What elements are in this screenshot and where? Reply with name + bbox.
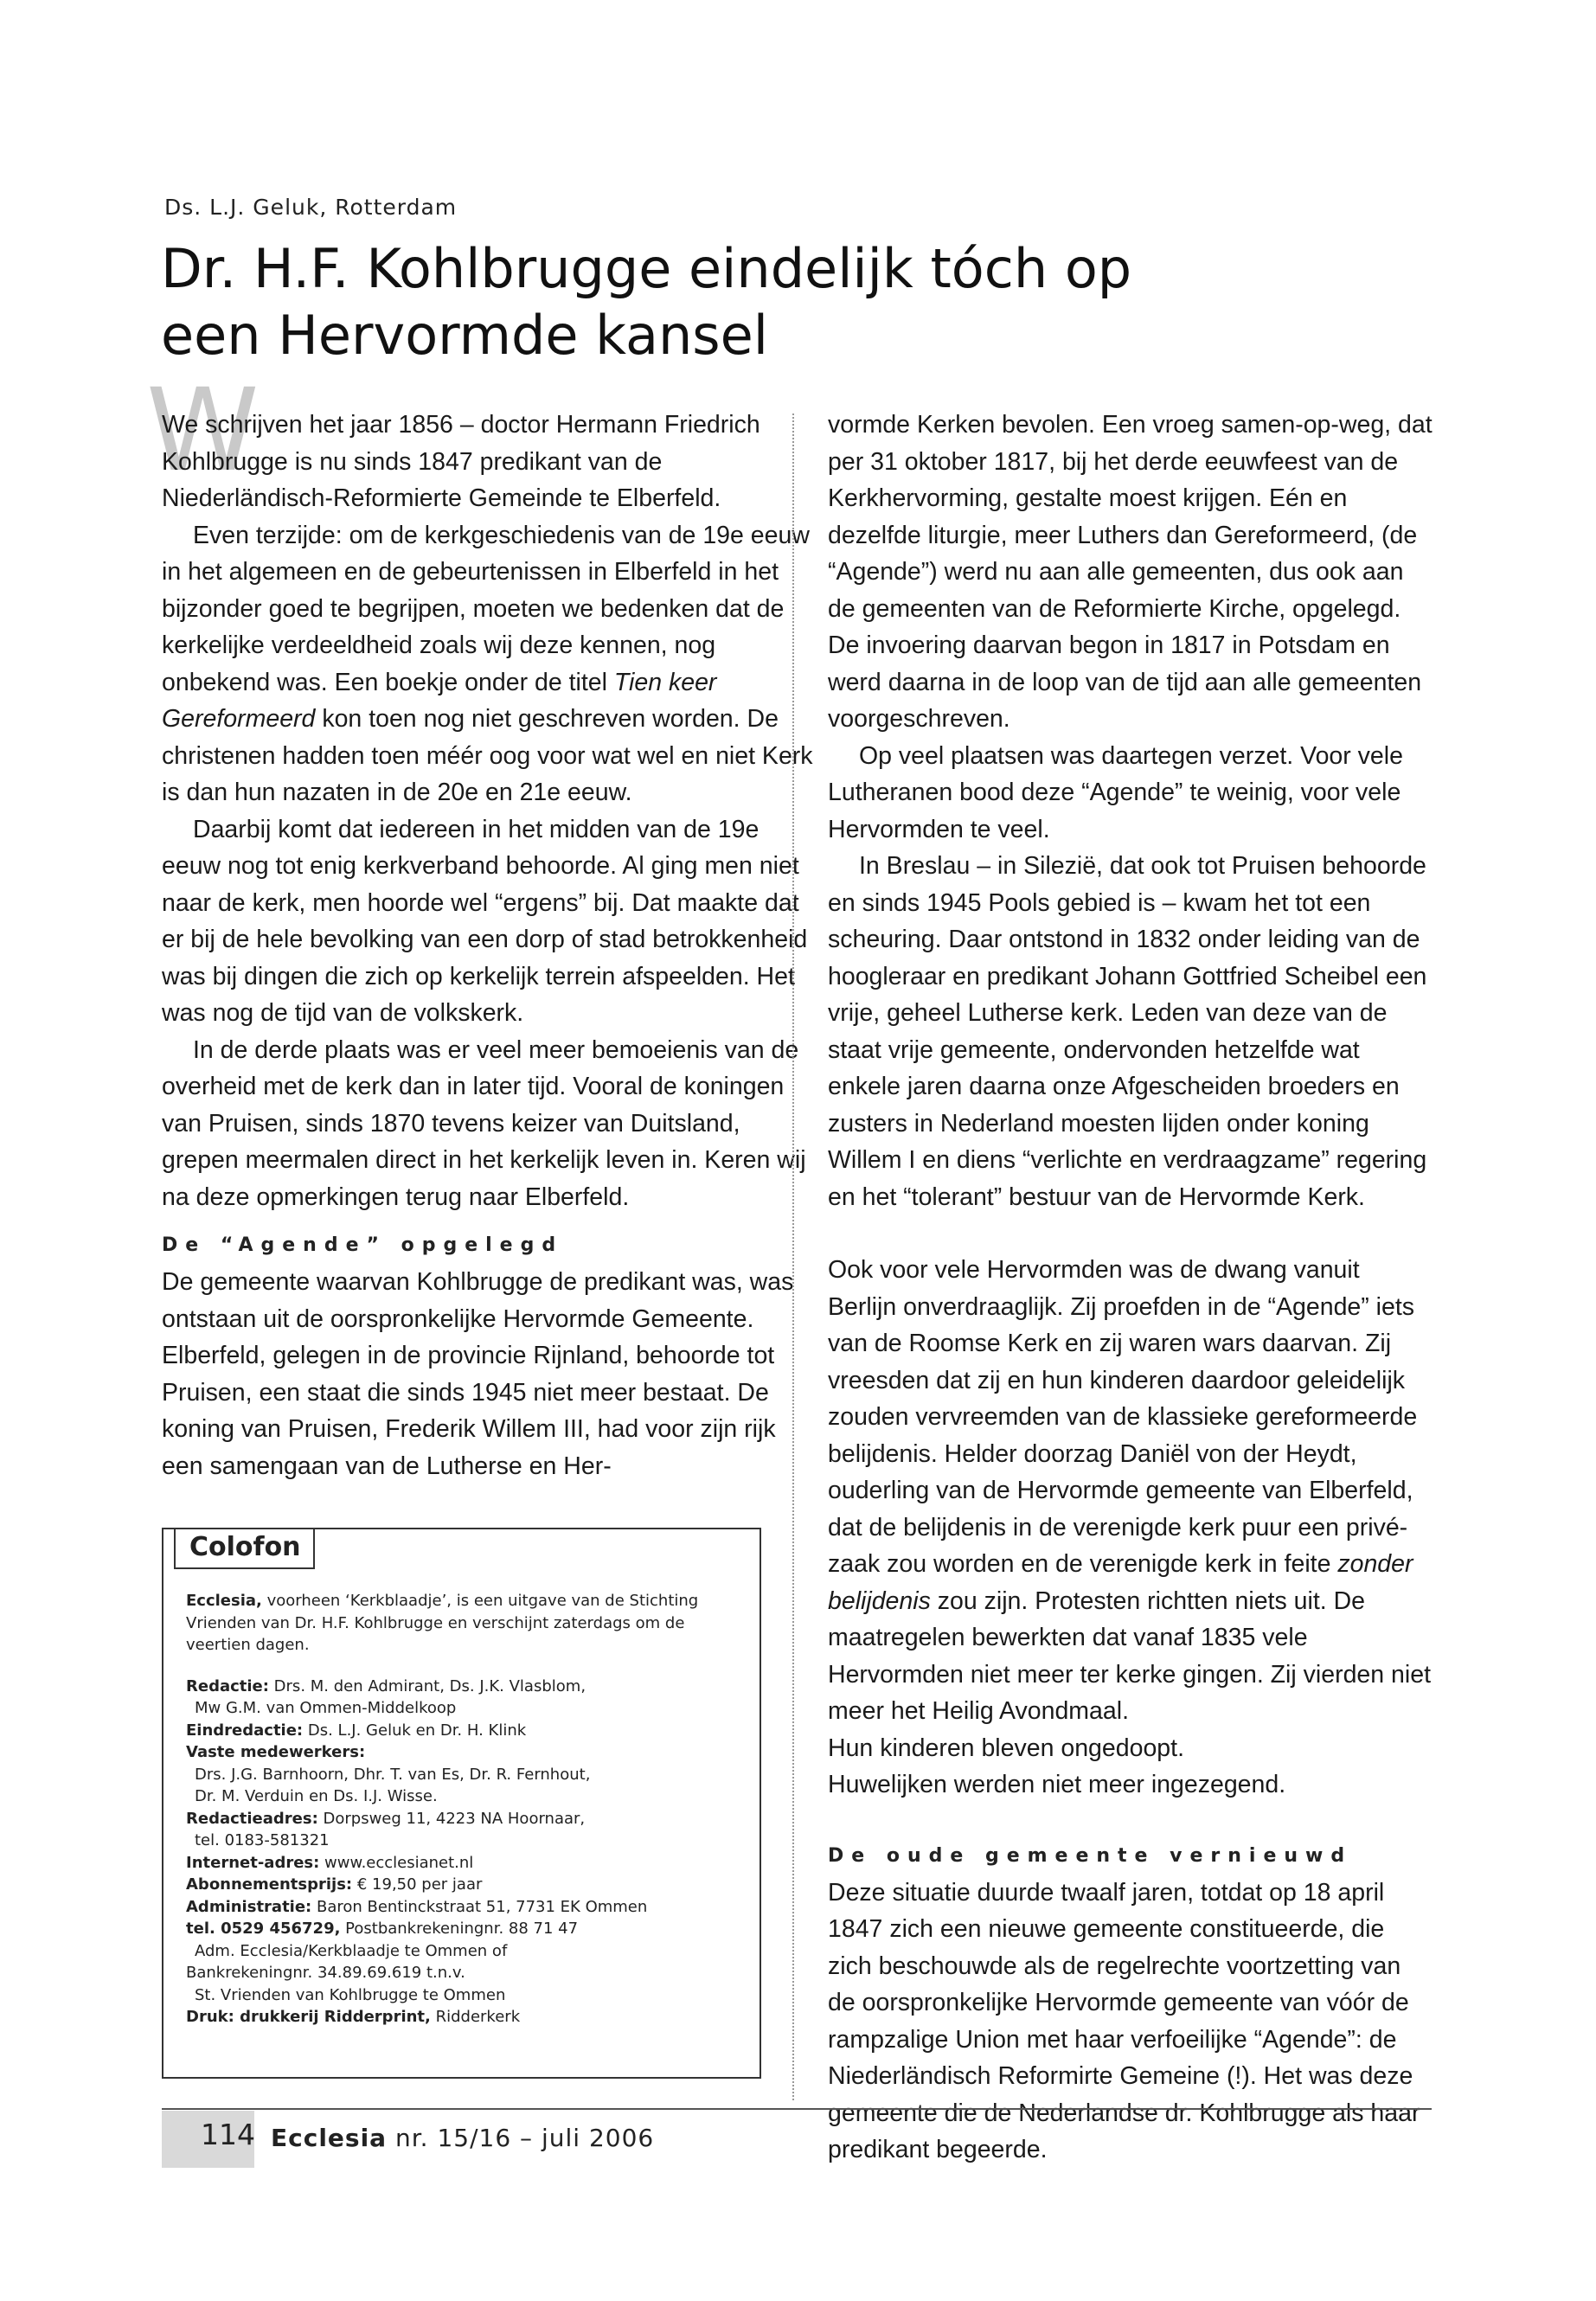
- paragraph: Deze situatie duurde twaalf jaren, totdat op 18 april 1847 zich een nieuwe gemeente constitueerde, die zich beschouwde als de regelrechte voortzetting van de oorspronkelijke Hervormde gemeente van vóór de rampzalige Union met haar verfoeilijke “Agende”: de Niederländisch Reformirte Gemeine (!). Het was deze gemeente die de Nederlandse dr. Kohlbrugge als haar predikant begeerde.: [828, 1878, 1420, 2163]
- colofon-redactieadres-tel: tel. 0183-581321: [195, 1831, 330, 1849]
- colofon-redactie: Redactie: Drs. M. den Admirant, Ds. J.K. Vlasblom,: [186, 1676, 586, 1695]
- colofon-box: [162, 1528, 761, 2079]
- colofon-intro: Ecclesia, voorheen ‘Kerkblaadje’, is een uitgave van de Stichting Vrienden van Dr. H.F. Kohlbrugge en verschijnt zaterdags om de veertien dagen.: [186, 1592, 699, 1654]
- colofon-internet: Internet-adres: www.ecclesianet.nl: [186, 1853, 474, 1872]
- paragraph: Hun kinderen bleven ongedoopt.: [828, 1734, 1184, 1762]
- colofon-body: [186, 1590, 740, 2029]
- section-heading: De “Agende” opgelegd: [162, 1234, 564, 1256]
- colofon-abonnement: Abonnementsprijs: € 19,50 per jaar: [186, 1875, 483, 1894]
- colofon-vaste-label: Vaste medewerkers:: [186, 1743, 366, 1761]
- paragraph: Daarbij komt dat iedereen in het midden van de 19e eeuw nog tot enig kerkverband behoorde. Al ging men niet naar de kerk, men hoorde wel “ergens” bij. Dat maakte dat er bij de hele bevolking van een dorp of stad betrokkenheid was bij dingen die zich op kerkelijk terrein afspeelden. Het was nog de tijd van de volkskerk.: [162, 815, 808, 1027]
- article-column-left: [146, 364, 815, 1484]
- emphasis: zonder belijdenis: [828, 1550, 1413, 1615]
- paragraph: In de derde plaats was er veel meer bemoeienis van de overheid met de kerk dan in later tijd. Vooral de koningen van Pruisen, sinds 1870 tevens keizer van Duitsland, grepen meermalen direct in het kerkelijk leven in. Keren wij na deze opmerkingen terug naar Elberfeld.: [162, 1035, 806, 1211]
- issue-info: nr. 15/16 – juli 2006: [387, 2124, 655, 2152]
- colofon-administratie-tel: tel. 0529 456729, Postbankrekeningnr. 88 71 47: [186, 1920, 579, 1938]
- author-byline: Ds. L.J. Geluk, Rotterdam: [164, 195, 458, 220]
- page-number: 114: [201, 2118, 255, 2151]
- colofon-administratie: Administratie: Baron Bentinckstraat 51, 7731 EK Ommen: [186, 1897, 648, 1916]
- article-column-right: [828, 407, 1433, 2169]
- colofon-redactieadres: Redactieadres: Dorpsweg 11, 4223 NA Hoornaar,: [186, 1809, 586, 1828]
- drop-cap: W: [146, 364, 260, 497]
- paragraph: We schrijven het jaar 1856 – doctor Hermann Friedrich Kohlbrugge is nu sinds 1847 predikant van de Niederländisch-Reformierte Gemeinde te Elberfeld.: [162, 411, 760, 512]
- paragraph: Huwelijken werden niet meer ingezegend.: [828, 1771, 1286, 1798]
- colofon-title: Colofon: [174, 1528, 315, 1569]
- paragraph: vormde Kerken bevolen. Een vroeg samen-op-weg, dat per 31 oktober 1817, bij het derde eeuwfeest van de Kerkhervorming, gestalte moest krijgen. Eén en dezelfde liturgie, meer Luthers dan Gereformeerd, (de “Agende”) werd nu aan alle gemeenten, dus ook aan de gemeenten van de Reformierte Kirche, opgelegd. De invoering daarvan begon in 1817 in Potsdam en werd daarna in de loop van de tijd aan alle gemeenten voorgeschreven.: [828, 411, 1433, 733]
- article-title: Dr. H.F. Kohlbrugge eindelijk tóch op een Hervormde kansel: [161, 237, 1132, 367]
- paragraph: Ook voor vele Hervormden was de dwang vanuit Berlijn onverdraaglijk. Zij proefden in de “Agende” iets van de Roomse Kerk en zij waren wars daarvan. Zij vreesden dat zij en hun kinderen daardoor geleidelijk zouden vervreemden van de klassieke gereformeerde belijdenis. Helder doorzag Daniël von der Heydt, ouderling van de Hervormde gemeente van Elberfeld, dat de belijdenis in de verenigde kerk puur een privé-zaak zou worden en de verenigde kerk in feite zonder belijdenis zou zijn. Protesten richtten niets uit. De maatregelen bewerkten dat vanaf 1835 vele Hervormden niet meer ter kerke gingen. Zij vierden niet meer het Heilig Avondmaal.: [828, 1256, 1431, 1725]
- book-title: Tien keer Gereformeerd: [162, 668, 717, 733]
- colofon-vaste-2: Dr. M. Verduin en Ds. I.J. Wisse.: [195, 1787, 438, 1805]
- paragraph: Op veel plaatsen was daartegen verzet. Voor vele Lutheranen bood deze “Agende” te weinig, voor vele Hervormden te veel.: [828, 741, 1403, 843]
- magazine-name: Ecclesia: [271, 2124, 388, 2152]
- colofon-adm-2: Bankrekeningnr. 34.89.69.619 t.n.v.: [186, 1964, 465, 1982]
- colofon-adm-1: Adm. Ecclesia/Kerkblaadje te Ommen of: [195, 1941, 508, 1960]
- section-heading: De oude gemeente vernieuwd: [828, 1844, 1353, 1867]
- colofon-vaste-1: Drs. J.G. Barnhoorn, Dhr. T. van Es, Dr. R. Fernhout,: [195, 1765, 591, 1784]
- footer-issue: [271, 2124, 654, 2152]
- paragraph: Even terzijde: om de kerkgeschiedenis van de 19e eeuw in het algemeen en de gebeurtenissen in Elberfeld in het bijzonder goed te begrijpen, moeten we bedenken dat de kerkelijke verdeeldheid zoals wij deze kennen, nog onbekend was. Een boekje onder de titel Tien keer Gereformeerd kon toen nog niet geschreven worden. De christenen hadden toen méér oog voor wat wel en niet Kerk is dan hun nazaten in de 20e en 21e eeuw.: [162, 521, 813, 806]
- paragraph: De gemeente waarvan Kohlbrugge de predikant was, was ontstaan uit de oorspronkelijke Hervormde Gemeente. Elberfeld, gelegen in de provincie Rijnland, behoorde tot Pruisen, een staat die sinds 1945 niet meer bestaat. De koning van Pruisen, Frederik Willem III, had voor zijn rijk een samengaan van de Lutherse en Her-: [162, 1268, 794, 1480]
- paragraph: In Breslau – in Silezië, dat ook tot Pruisen behoorde en sinds 1945 Pools gebied is – kwam het tot een scheuring. Daar ontstond in 1832 onder leiding van de hoogleraar en predikant Johann Gottfried Scheibel een vrije, geheel Lutherse kerk. Leden van deze van de staat vrije gemeente, ondervonden hetzelfde wat enkele jaren daarna onze Afgescheiden broeders en zusters in Nederland moesten lijden onder koning Willem I en diens “verlichte en verdraagzame” regering en het “tolerant” bestuur van de Hervormde Kerk.: [828, 852, 1427, 1211]
- column-divider: [792, 413, 794, 2100]
- footer-rule: [162, 2108, 1432, 2110]
- colofon-redactie-cont: Mw G.M. van Ommen-Middelkoop: [195, 1699, 457, 1717]
- colofon-druk: Druk: drukkerij Ridderprint, Ridderkerk: [186, 2008, 521, 2026]
- colofon-eindredactie: Eindredactie: Ds. L.J. Geluk en Dr. H. Klink: [186, 1721, 527, 1740]
- colofon-adm-3: St. Vrienden van Kohlbrugge te Ommen: [195, 1985, 506, 2004]
